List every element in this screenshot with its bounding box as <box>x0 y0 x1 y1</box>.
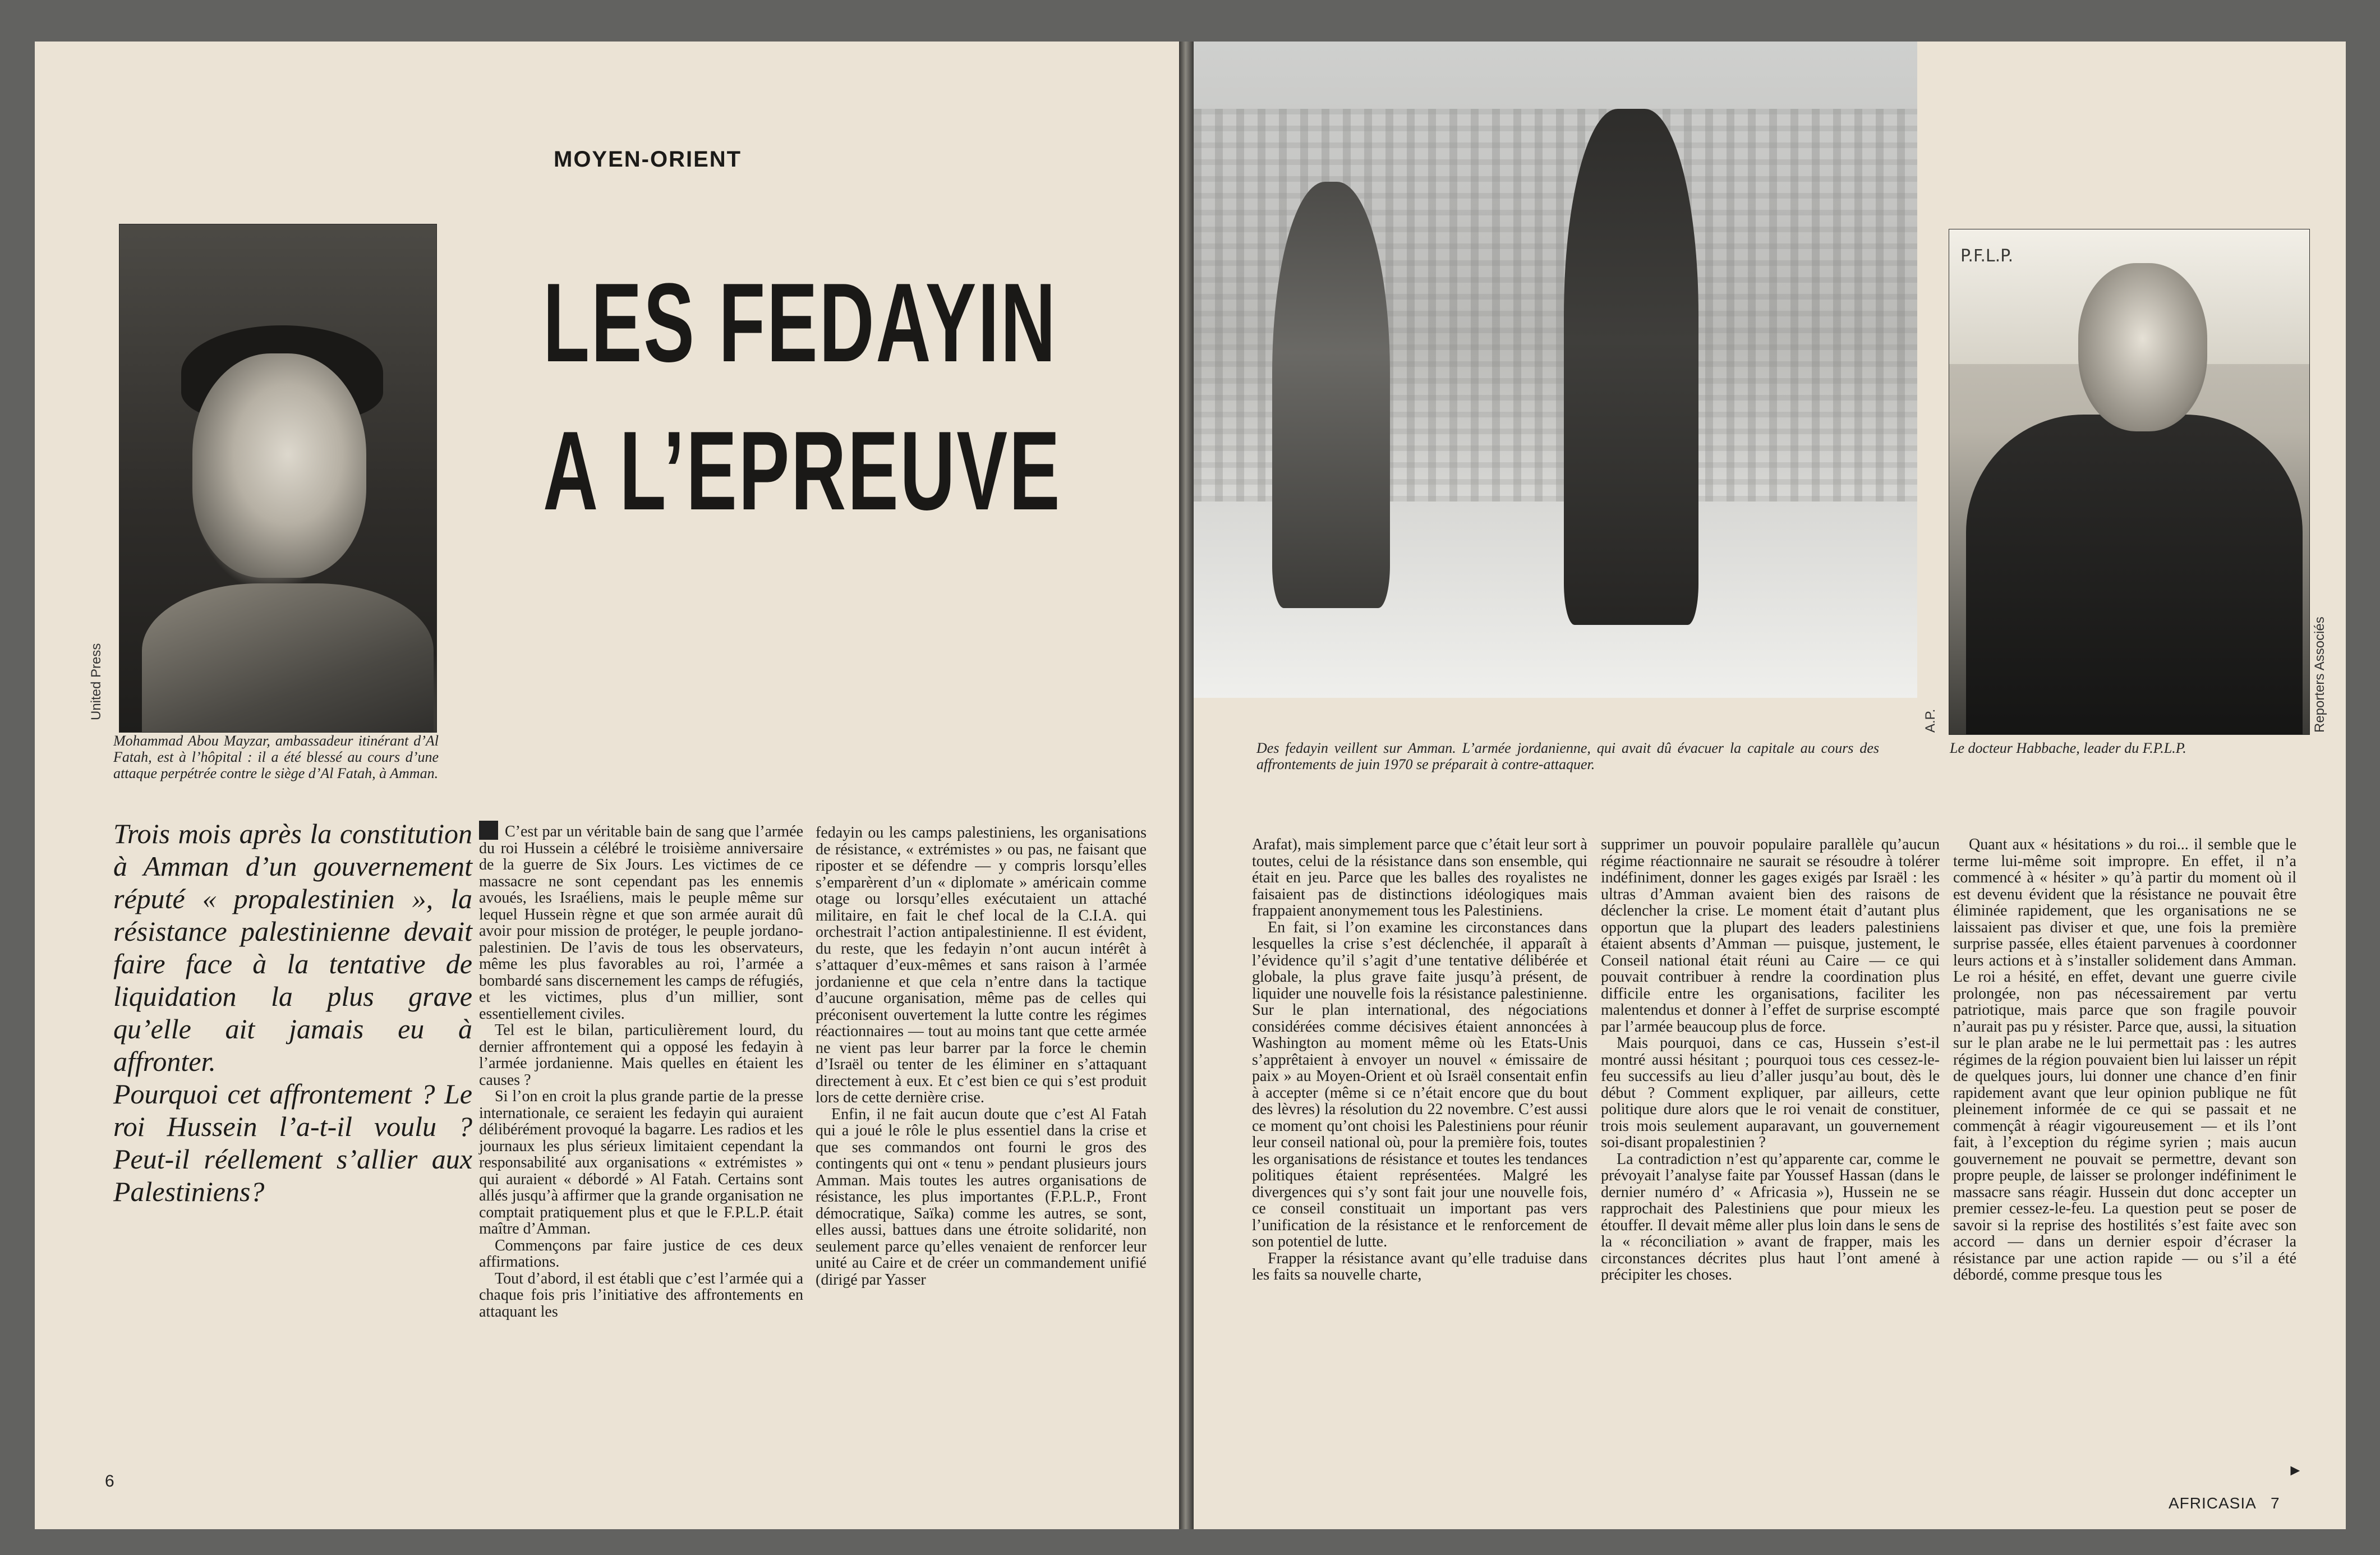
column-4-paragraph-2: Mais pourquoi, dans ce cas, Hussein s’est-il montré aussi hésitant ; pourquoi tous ces cessez-le-feu successifs au lieu d’aller jusqu’au bout, dès le début ? Comment expliquer, par ailleurs, cette politique dure alors que le roi venait de constituer, trois mois seulement auparavant, un gouvernement soi-disant propalestinien ? <box>1601 1034 1940 1151</box>
left-page <box>35 42 1179 1529</box>
magazine-name-folio: AFRICASIA <box>2169 1494 2257 1512</box>
photo-figure-left <box>1272 182 1390 608</box>
column-2-paragraph-2: Enfin, il ne fait aucun doute que c’est Al Fatah qui a joué le rôle le plus essentiel dans la crise et que ses commandos ont fourni le gros des contingents qui ont « tenu » pendant plusieurs jours Amman. Mais toutes les autres organisations de résistance, les plus importantes (F.P.L.P., Front démocratique, Saïka) comme les autres, se sont, elles aussi, battues dans une étroite solidarité, non seulement parce qu’elles venaient de renforcer leur unité au Caire et de créer un commandement unifié (dirigé par Yasser <box>816 1105 1147 1289</box>
photo-credit-reporters-associes: Reporters Associés <box>2312 617 2327 733</box>
column-1-paragraph-1: C’est par un véritable bain de sang que l’armée du roi Hussein a célébré le troisième anniversaire de la guerre de Six Jours. Les victimes de ce massacre ne sont cependant pas les ennemis avoués, les Israéliens, mais le peuple même sur lequel Hussein règne et que son armée aurait dû avoir pour mission de protéger, le peuple jordano-palestinien. De l’avis de tous les observateurs, même les plus favorables au roi, l’armée a bombardé sans discernement les camps de réfugiés, et les victimes, plus d’un millier, sont essentiellement civiles. <box>479 821 803 1022</box>
headline-line-1: LES FEDAYIN <box>543 260 1057 385</box>
landscape-photo-fedayin-amman <box>1194 42 1917 698</box>
photo-credit-united-press: United Press <box>89 643 104 720</box>
article-column-2 <box>816 825 1147 1288</box>
column-1-paragraph-3: Si l’on en croit la plus grande partie de la presse internationale, ce seraient les fedayin qui auraient délibérément provoqué la bagarre. Les radios et les journaux les plus sérieux limitaient cependant la responsabilité aux organisations « extrémistes » qui auraient « débordé » Al Fatah. Certains sont allés jusqu’à affirmer que la grande organisation ne comptait pratiquement plus et que le F.P.L.P. était maître d’Amman. <box>479 1088 803 1237</box>
column-4-paragraph-3: La contradiction n’est qu’apparente car, comme le prévoyait l’analyse faite par Youssef Hassan (dans le dernier numéro d’ « Africasia »), Hussein ne se rapprochait des Palestiniens que pour mieux les étouffer. Il devait même aller plus loin dans le sens de la « réconciliation » avant de frapper, mais les circonstances décrites plus haut l’ont amené à précipiter les choses. <box>1601 1150 1940 1283</box>
page-number-left: 6 <box>105 1472 114 1490</box>
article-column-1 <box>479 821 803 1320</box>
portrait-photo-caption: Mohammad Abou Mayzar, ambassadeur itinérant d’Al Fatah, est à l’hôpital : il a été blessé au cours d’une attaque perpétrée contre le siège d’Al Fatah, à Amman. <box>113 733 439 781</box>
page-number-right: 7 <box>2271 1494 2280 1512</box>
photo-sign-text: P.F.L.P. <box>1960 246 2014 266</box>
column-3-paragraph-1: Arafat), mais simplement parce que c’était leur sort à toutes, celui de la résistance dans son ensemble, qui était en jeu. Parce que les balles des royalistes ne faisaient pas de distinctions idéologiques mais frappaient anonymement tous les Palestiniens. <box>1252 836 1587 919</box>
photo-face-shape <box>2078 263 2207 431</box>
photo-body-shape <box>1966 415 2303 735</box>
column-3-paragraph-2: En fait, si l’on examine les circonstances dans lesquelles la crise s’est déclenchée, il apparaît à l’évidence qu’il s’agit d’une tentative délibérée et globale, la plus grave faite jusqu’à présent, de liquider une nouvelle fois la résistance palestinienne. Sur le plan international, des négociations considérées comme décisives étaient annoncées à Washington au moment même où les Etats-Unis s’apprêtaient à envoyer un nouvel « émissaire de paix » au Moyen-Orient et où Israël consentait enfin à accepter (même si ce n’était encore que du bout des lèvres) la résolution du 22 novembre. C’est aussi ce moment qu’ont choisi les Palestiniens pour réunir leur conseil national où, pour la première fois, toutes les organisations de résistance et toutes les tendances politiques étaient représentées. Malgré les divergences qui s’y sont fait jour une nouvelle fois, ce conseil constituait un important pas vers l’unification de la résistance et le renforcement de son potentiel de lutte. <box>1252 918 1587 1250</box>
landscape-photo-caption: Des fedayin veillent sur Amman. L’armée jordanienne, qui avait dû évacuer la capitale au cours des affrontements de juin 1970 se préparait à contre-attaquer. <box>1256 740 1879 772</box>
right-page <box>1194 42 2346 1529</box>
article-column-3 <box>1252 836 1587 1283</box>
headline <box>543 249 1062 545</box>
column-5-paragraph-1: Quant aux « hésitations » du roi... il semble que le terme lui-même soit impropre. En effet, il n’a commencé à « hésiter » qu’à partir du moment où il est devenu évident que la résistance ne pouvait être éliminée rapidement, que les organisations ne se laissaient pas diviser et que, une fois la première surprise passée, elles étaient parvenues à coordonner leurs actions et à s’installer solidement dans Amman. Le roi a hésité, en effet, devant une guerre civile prolongée, non pas nécessairement par vertu patriotique, mais parce que son fragile pouvoir n’aurait pas pu y résister. Parce que, aussi, la situation sur le plan arabe ne le lui permettait pas : les autres régimes de la région pouvaient bien lui laisser un répit de quelques jours, lui donner une chance d’en finir rapidement avant que leur opinion publique ne fût pleinement informée de ce qui se passait et ne commençât à réagir vigoureusement — et ils l’ont fait, à l’exception du régime syrien ; mais aucun gouvernement ne pouvait se permettre, devant son propre peuple, de laisser se prolonger indéfiniment le massacre sans réagir. Hussein dut donc accepter un premier cessez-le-feu. La question peut se poser de savoir si la reprise des hostilités s’est faite avec son accord — dans un dernier espoir d’écraser la résistance par une action rapide — ou s’il a été débordé, comme presque tous les <box>1953 836 2296 1283</box>
intro-paragraph-1: Trois mois après la constitution à Amman d’un gouvernement réputé « propalestinien », la résistance palestinienne devait faire face à la tentative de liquidation la plus grave qu’elle ait jamais eu à affronter. <box>113 818 472 1077</box>
magazine-spine <box>1179 42 1194 1529</box>
continued-arrow-icon: ► <box>2287 1462 2303 1479</box>
photo-figure-right <box>1564 109 1698 625</box>
photo-face-shape <box>192 353 366 578</box>
headline-line-2: A L’EPREUVE <box>543 408 1062 533</box>
column-1-paragraph-5: Tout d’abord, il est établi que c’est l’armée qui a chaque fois pris l’initiative des affrontements en attaquant les <box>479 1269 803 1321</box>
intro-lede <box>113 817 472 1208</box>
portrait-photo-caption-habbache: Le docteur Habbache, leader du F.P.L.P. <box>1950 740 2186 756</box>
portrait-photo-abou-mayzar <box>119 224 437 733</box>
column-4-paragraph-1: supprimer un pouvoir populaire parallèle qu’aucun régime réactionnaire ne saurait se résoudre à tolérer indéfiniment, donner les gages exigés par Israël : les ultras d’Amman avaient bien des raisons de déclencher la crise. Le moment était d’autant plus opportun que la plupart des leaders palestiniens étaient absents d’Amman — puisque, justement, le Conseil national était réuni au Caire — ce qui pouvait contribuer à rendre la coordination plus difficile entre les organisations, faciliter les malentendus et donner à l’effet de surprise escompté par l’armée beaucoup plus de force. <box>1601 836 1940 1036</box>
column-3-paragraph-3: Frapper la résistance avant qu’elle traduise dans les faits sa nouvelle charte, <box>1252 1249 1587 1283</box>
intro-paragraph-2: Pourquoi cet affrontement ? Le roi Hussein l’a-t-il voulu ? Peut-il réellement s’allier aux Palestiniens? <box>113 1078 472 1207</box>
section-label: MOYEN-ORIENT <box>554 147 742 172</box>
column-1-paragraph-4: Commençons par faire justice de ces deux affirmations. <box>479 1236 803 1271</box>
lead-square-marker <box>479 821 498 840</box>
column-1-paragraph-2: Tel est le bilan, particulièrement lourd, du dernier affrontement qui a opposé les fedayin à l’armée jordanienne. Mais quelles en étaient les causes ? <box>479 1022 803 1089</box>
column-2-paragraph-1: fedayin ou les camps palestiniens, les organisations de résistance, « extrémistes » ou pas, ne faisant que riposter et se défendre — y compris lorsqu’elles s’emparèrent d’un « diplomate » américain comme otage ou lorsqu’elles exécutaient un attaché militaire, en fait le chef local de la C.I.A. qui orchestrait l’action antipalestinienne. Il est évident, du reste, que les fedayin n’ont aucun intérêt à s’attaquer d’eux-mêmes et sans raison à l’armée jordanienne et que cela n’entre dans la tactique d’aucune organisation, même pas de celles qui préconisent ouvertement la lutte contre les régimes réactionnaires — tout au moins tant que cette armée ne vient pas leur barrer par la force le chemin d’Israël ou tenter de les éliminer en s’attaquant directement à eux. Et c’est bien ce qui s’est produit lors de cette dernière crise. <box>816 824 1147 1106</box>
photo-credit-ap: A.P. <box>1923 709 1938 733</box>
article-column-5 <box>1953 836 2296 1283</box>
photo-coat-shape <box>142 583 434 733</box>
portrait-photo-habbache <box>1949 229 2310 735</box>
article-column-4 <box>1601 836 1940 1283</box>
